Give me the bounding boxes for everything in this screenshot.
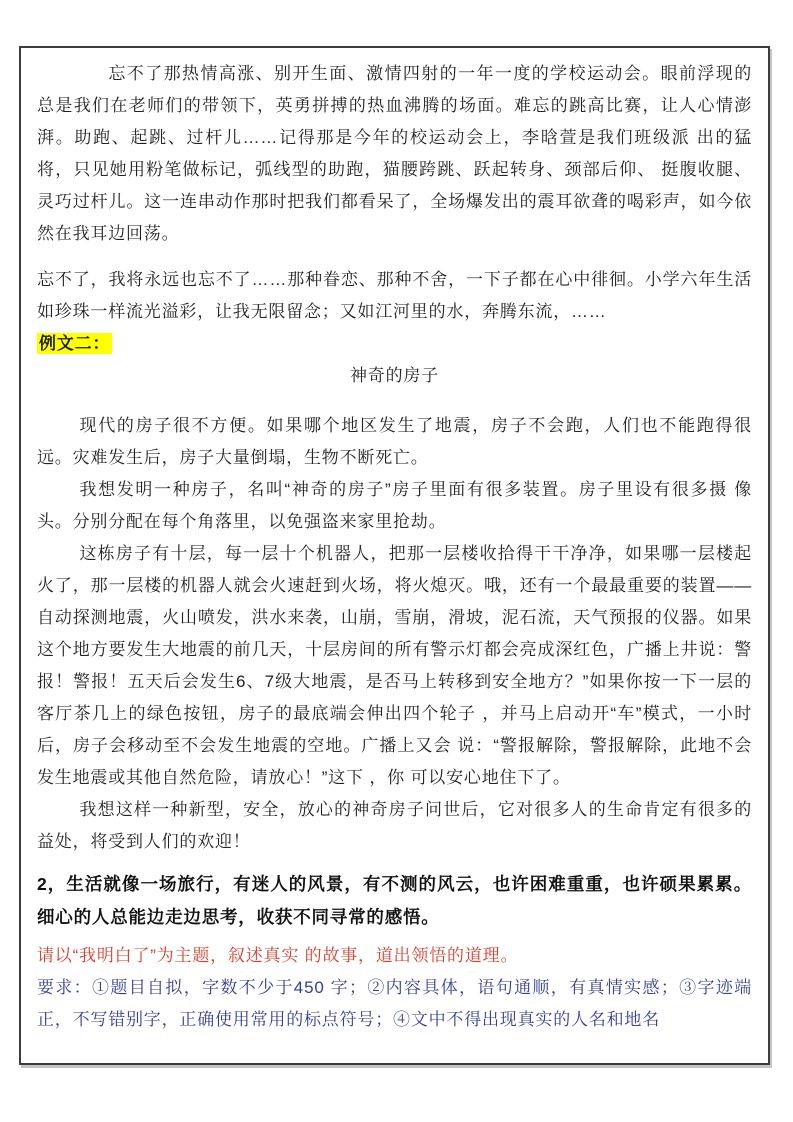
document-page <box>19 46 770 1065</box>
essay-two-paragraph-1: 现代的房子很不方便。如果哪个地区发生了地震，房子不会跑，人们也不能跑得很远。灾难发生后，房子大量倒塌，生物不断死亡。 <box>37 416 752 467</box>
essay-two-paragraph-3: 这栋房子有十层，每一层十个机器人，把那一层楼收拾得干干净净，如果哪一层楼起火了，那一层楼的机器人就会火速赶到火场，将火熄灭。哦，还有一个最最重要的装置——自动探测地震，火山喷发，洪水来袭，山崩，雪崩，滑坡，泥石流，天气预报的仪器。如果这个地方要发生大地震的前几天，十层房间的所有警示灯都会亮成深红色，广播上井说：警报！警报！五天后会发生6、7级大地震，是否马上转移到安全地方？”如果你按一下一层的客厅茶几上的绿色按钮，房子的最底端会伸出四个轮子 ，并马上启动开“车”模式，一小时后，房子会移动至不会发生地震的空地。广播上又会 说：“警报解除，警报解除，此地不会发生地震或其他自然危险，请放心！”这下 ，你 可以安心地住下了。 <box>37 544 752 787</box>
essay-two-title: 神奇的房子 <box>350 366 439 385</box>
paragraph-farewell: 忘不了，我将永远也忘不了……那种眷恋、那种不舍，一下子都在心中徘徊。小学六年生活如珍珠一样流光溢彩，让我无限留念；又如江河里的水，奔腾东流，…… <box>37 270 752 321</box>
prompt-two-statement: 2，生活就像一场旅行，有迷人的风景，有不测的风云，也许困难重重，也许硕果累累。细心的人总能边走边思考，收获不同寻常的感悟。 <box>37 874 752 927</box>
prompt-two-requirements: 要求：①题目自拟，字数不少于450 字；②内容具体，语句通顺，有真情实感；③字迹端正，不写错别字，正确使用常用的标点符号；④文中不得出现真实的人名和地名 <box>37 978 752 1029</box>
example-two-label-line <box>37 328 752 360</box>
paragraph-sports-meet: 忘不了那热情高涨、别开生面、激情四射的一年一度的学校运动会。眼前浮现的 总是我们在老师们的带领下，英勇拼搏的热血沸腾的场面。难忘的跳高比赛，让人心情澎湃。助跑、起跳、过杆儿……记得那是今年的校运动会上，李晗萱是我们班级派 出的猛将，只见她用粉笔做标记，弧线型的助跑，猫腰跨跳、跃起转身、颈部后仰、 挺腹收腿、灵巧过杆儿。这一连串动作那时把我们都看呆了，全场爆发出的震耳欲聋的喝彩声，如今依然在我耳边回荡。 <box>37 64 752 243</box>
essay-two-paragraph-2: 我想发明一种房子，名叫“神奇的房子”房子里面有很多装置。房子里设有很多摄 像头。分别分配在每个角落里，以免强盗来家里抢劫。 <box>37 480 752 531</box>
essay-two-paragraph-4: 我想这样一种新型，安全，放心的神奇房子问世后，它对很多人的生命肯定有很多的益处，将受到人们的欢迎！ <box>37 800 752 851</box>
example-two-label: 例文二： <box>39 334 111 353</box>
prompt-two-theme: 请以“我明白了”为主题，叙述真实 的故事，道出领悟的道理。 <box>37 946 519 965</box>
